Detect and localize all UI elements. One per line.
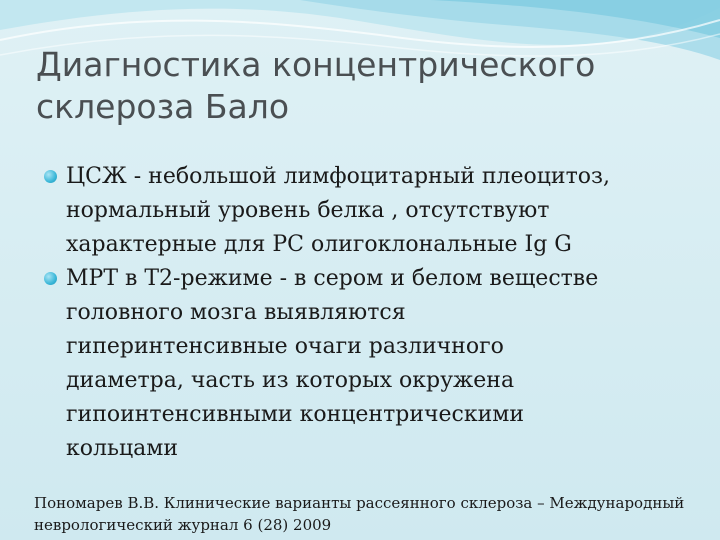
bullet-line: нормальный уровень белка , отсутствуют xyxy=(66,198,550,223)
bullet-line: гиперинтенсивные очаги различного xyxy=(66,334,504,359)
bullet-line: гипоинтенсивными концентрическими xyxy=(66,402,525,427)
bullet-dot-icon xyxy=(44,170,57,183)
bullet-line: МРТ в Т2-режиме - в сером и белом веществе xyxy=(66,266,599,291)
bullet-item-csf xyxy=(40,160,680,262)
bullet-dot-icon xyxy=(44,272,57,285)
reference-citation xyxy=(34,492,714,536)
bullet-line: диаметра, часть из которых окружена xyxy=(66,368,515,393)
bullet-line: головного мозга выявляются xyxy=(66,300,406,325)
bullet-line: ЦСЖ - небольшой лимфоцитарный плеоцитоз, xyxy=(66,164,610,189)
bullet-list xyxy=(40,160,680,466)
bullet-line: характерные для РС олигоклональные Ig G xyxy=(66,232,572,257)
bullet-item-mri xyxy=(40,262,680,466)
citation-line-2: неврологический журнал 6 (28) 2009 xyxy=(34,516,332,534)
citation-line-1: Пономарев В.В. Клинические варианты рассеянного склероза – Международный xyxy=(34,494,685,512)
slide-title xyxy=(36,44,676,128)
title-line-2: склероза Бало xyxy=(36,87,290,126)
bullet-line: кольцами xyxy=(66,436,178,461)
title-line-1: Диагностика концентрического xyxy=(36,45,596,84)
